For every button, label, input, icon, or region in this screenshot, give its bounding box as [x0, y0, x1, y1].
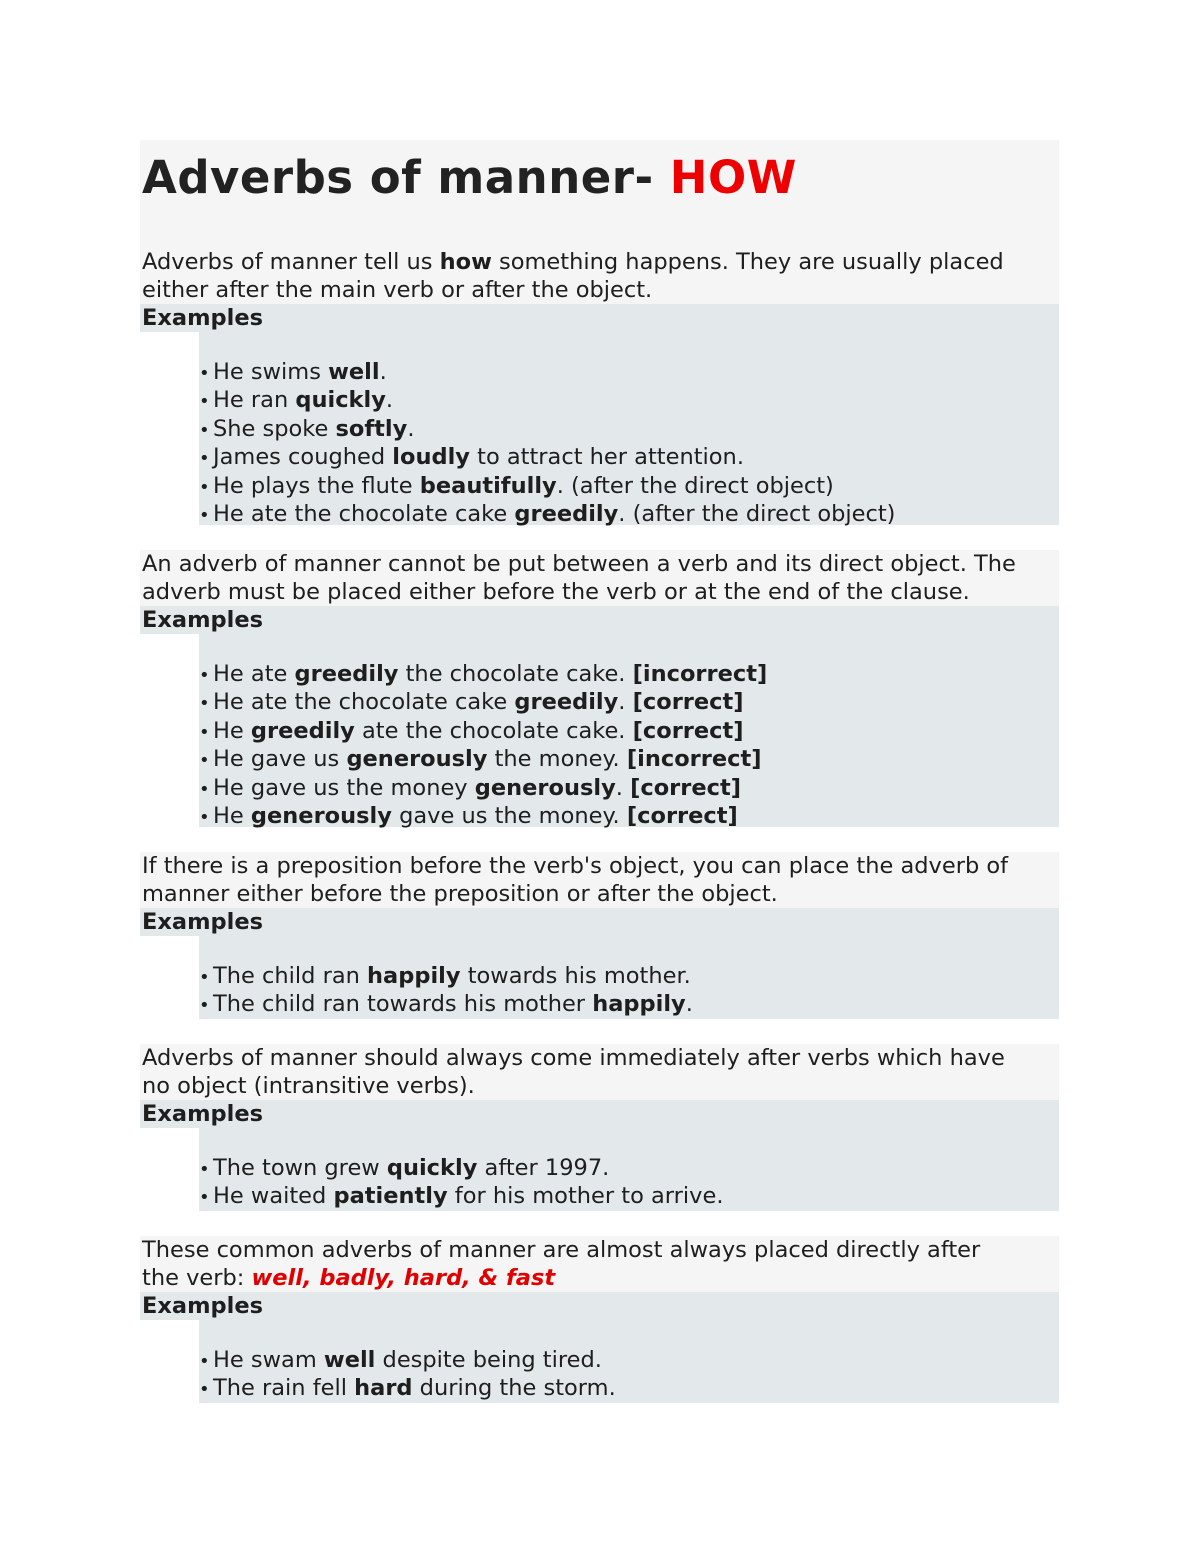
examples-heading: Examples — [142, 607, 263, 633]
examples-heading: Examples — [142, 909, 263, 935]
bullet-icon: • — [199, 721, 210, 743]
example-item — [199, 746, 1059, 774]
adverb-term: [correct] — [632, 689, 744, 716]
adverb-term: generously — [474, 774, 616, 801]
bullet-icon: • — [199, 505, 210, 527]
text-run: . — [618, 689, 633, 716]
text-run: towards his mother. — [460, 963, 691, 989]
text-run: He waited — [213, 1183, 334, 1210]
text-run: . (after the direct object) — [556, 472, 834, 499]
bullet-icon: • — [199, 1159, 210, 1180]
adverb-term: greedily — [294, 661, 399, 687]
adverb-term: hard — [354, 1375, 413, 1402]
page-title-text: Adverbs of manner- — [142, 151, 670, 204]
examples-list — [140, 359, 1059, 529]
example-item — [199, 718, 1059, 746]
text-run: for his mother to arrive. — [447, 1183, 724, 1210]
example-item — [199, 444, 1059, 472]
text-run: He swims — [213, 359, 329, 385]
section-5 — [140, 1236, 1059, 1403]
example-item — [199, 359, 1059, 387]
example-item — [199, 661, 1059, 689]
section-intro — [140, 550, 1059, 606]
page-title — [142, 142, 797, 214]
adverb-term: [incorrect] — [632, 661, 768, 687]
example-item — [199, 416, 1059, 444]
text-run: after 1997. — [477, 1155, 610, 1181]
text-run: The rain fell — [213, 1375, 355, 1402]
examples-heading: Examples — [142, 1293, 263, 1319]
section-1 — [140, 248, 1059, 528]
adverb-term: softly — [335, 415, 408, 442]
section-intro — [140, 248, 1059, 304]
section-intro-band — [140, 1044, 1059, 1100]
adverb-term: greedily — [514, 689, 619, 716]
adverb-term: [correct] — [630, 774, 741, 801]
example-item — [199, 991, 1059, 1019]
section-intro — [140, 852, 1059, 908]
bullet-icon: • — [199, 419, 210, 441]
example-item — [199, 1183, 1059, 1211]
text-run: These common adverbs of manner are almost always placed directly after — [142, 1237, 981, 1263]
bullet-icon: • — [199, 1351, 210, 1372]
examples-list — [140, 1347, 1059, 1404]
example-item — [199, 1347, 1059, 1375]
text-run: The child ran towards his mother — [213, 991, 593, 1018]
text-run: The town grew — [213, 1155, 387, 1181]
text-run: gave us the money. — [391, 803, 627, 830]
example-item — [199, 1155, 1059, 1183]
highlighted-adverbs: well, badly, hard, & fast — [251, 1265, 556, 1291]
bullet-icon: • — [199, 665, 210, 686]
text-run: adverb must be placed either before the verb or at the end of the clause. — [142, 579, 970, 605]
examples-heading: Examples — [142, 1101, 263, 1127]
text-run: during the storm. — [412, 1375, 616, 1402]
text-run: The child ran — [213, 963, 368, 989]
bullet-icon: • — [199, 391, 210, 413]
example-item — [199, 775, 1059, 803]
bullet-icon: • — [199, 693, 210, 715]
text-run: . — [385, 387, 394, 414]
text-run: She spoke — [213, 415, 336, 442]
adverb-term: happily — [592, 991, 686, 1018]
text-run: He ate the chocolate cake — [213, 689, 515, 716]
bullet-icon: • — [199, 995, 210, 1017]
text-run: no object (intransitive verbs). — [142, 1073, 475, 1099]
text-run: either after the main verb or after the object. — [142, 277, 653, 303]
examples-block — [140, 1100, 1059, 1211]
text-run: If there is a preposition before the verb's object, you can place the adverb of — [142, 853, 1009, 879]
section-intro — [140, 1236, 1059, 1292]
example-item — [199, 689, 1059, 717]
adverb-term: patiently — [333, 1183, 448, 1210]
text-run: Adverbs of manner should always come immediately after verbs which have — [142, 1045, 1005, 1071]
text-run: An adverb of manner cannot be put between a verb and its direct object. The — [142, 551, 1016, 577]
bullet-icon: • — [199, 750, 210, 772]
section-intro-band — [140, 852, 1059, 908]
text-run: something happens. They are usually placed — [491, 249, 1004, 275]
section-2 — [140, 550, 1059, 830]
text-run: He — [213, 717, 251, 744]
examples-block — [140, 304, 1059, 528]
examples-block — [140, 1292, 1059, 1403]
section-intro-band — [140, 1236, 1059, 1292]
adverb-term: greedily — [514, 501, 619, 528]
text-run: He gave us — [213, 746, 347, 773]
text-run: the verb: — [142, 1265, 252, 1291]
bullet-icon: • — [199, 778, 210, 800]
text-run: . (after the direct object) — [618, 501, 896, 528]
text-run: He gave us the money — [213, 774, 475, 801]
text-run: He ate — [213, 661, 295, 687]
text-run: He swam — [213, 1347, 324, 1373]
adverb-term: quickly — [386, 1155, 478, 1181]
text-run: despite being tired. — [375, 1347, 602, 1373]
example-item — [199, 473, 1059, 501]
section-3 — [140, 852, 1059, 1019]
text-run: to attract her attention. — [469, 444, 744, 471]
section-intro-band — [140, 248, 1059, 304]
text-run: He ran — [213, 387, 296, 414]
section-intro-band — [140, 550, 1059, 606]
adverb-term: quickly — [295, 387, 386, 414]
adverb-term: happily — [367, 963, 461, 989]
text-run: Adverbs of manner tell us — [142, 249, 440, 275]
bullet-icon: • — [199, 476, 210, 498]
adverb-term: generously — [250, 803, 392, 830]
adverb-term: [incorrect] — [626, 746, 762, 773]
section-intro — [140, 1044, 1059, 1100]
bullet-icon: • — [199, 967, 210, 988]
examples-block — [140, 606, 1059, 830]
section-4 — [140, 1044, 1059, 1211]
adverb-term: loudly — [392, 444, 470, 471]
text-run: James coughed — [213, 444, 393, 471]
bullet-icon: • — [199, 1379, 210, 1401]
adverb-term: greedily — [250, 717, 355, 744]
page-title-highlight: HOW — [669, 151, 797, 204]
bullet-icon: • — [199, 363, 210, 384]
text-run: the money. — [487, 746, 627, 773]
examples-list — [140, 1155, 1059, 1212]
text-run: the chocolate cake. — [398, 661, 633, 687]
text-run: He ate the chocolate cake — [213, 501, 515, 528]
bold-term: how — [439, 249, 492, 275]
example-item — [199, 1375, 1059, 1403]
examples-heading: Examples — [142, 305, 263, 331]
example-item — [199, 387, 1059, 415]
examples-list — [140, 963, 1059, 1020]
text-run: . — [407, 415, 415, 442]
example-item — [199, 803, 1059, 831]
adverb-term: generously — [346, 746, 488, 773]
bullet-icon: • — [199, 448, 210, 470]
bullet-icon: • — [199, 1187, 210, 1209]
adverb-term: well — [328, 359, 380, 385]
example-item — [199, 501, 1059, 529]
text-run: . — [615, 774, 631, 801]
text-run: . — [685, 991, 693, 1018]
adverb-term: [correct] — [626, 803, 738, 830]
examples-list — [140, 661, 1059, 831]
text-run: manner either before the preposition or after the object. — [142, 881, 778, 907]
examples-block — [140, 908, 1059, 1019]
text-run: ate the chocolate cake. — [354, 717, 633, 744]
bullet-icon: • — [199, 807, 210, 829]
adverb-term: beautifully — [419, 472, 557, 499]
text-run: He — [213, 803, 251, 830]
text-run: He plays the flute — [213, 472, 420, 499]
text-run: . — [379, 359, 387, 385]
example-item — [199, 963, 1059, 991]
adverb-term: well — [323, 1347, 376, 1373]
adverb-term: [correct] — [632, 717, 744, 744]
